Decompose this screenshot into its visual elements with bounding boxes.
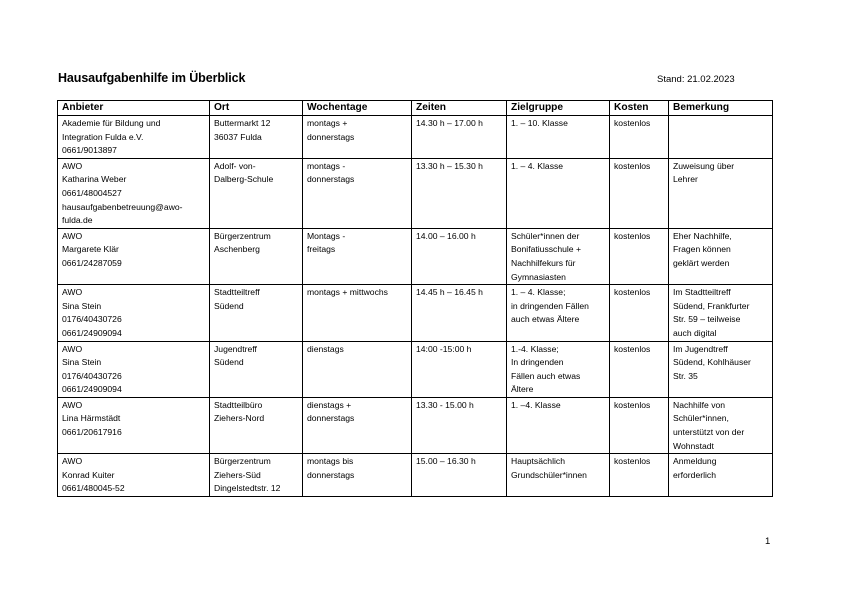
cell-zielgruppe: Hauptsächlich Grundschüler*innen	[507, 454, 610, 497]
cell-kosten: kostenlos	[610, 228, 669, 284]
cell-zeiten: 14.00 – 16.00 h	[412, 228, 507, 284]
table-row	[58, 397, 773, 453]
cell-zielgruppe: 1.-4. Klasse; In dringenden Fällen auch etwas Ältere	[507, 341, 610, 397]
header-ort: Ort	[210, 101, 303, 116]
cell-kosten: kostenlos	[610, 158, 669, 228]
cell-ort: Stadtteiltreff Südend	[210, 285, 303, 341]
cell-kosten: kostenlos	[610, 454, 669, 497]
cell-kosten: kostenlos	[610, 285, 669, 341]
table-row	[58, 454, 773, 497]
cell-wochentage: montags + donnerstags	[303, 116, 412, 159]
cell-bemerkung: Eher Nachhilfe, Fragen können geklärt werden	[669, 228, 773, 284]
cell-zeiten: 14:00 -15:00 h	[412, 341, 507, 397]
cell-zeiten: 13.30 - 15.00 h	[412, 397, 507, 453]
cell-wochentage: dienstags + donnerstags	[303, 397, 412, 453]
cell-zeiten: 13.30 h – 15.30 h	[412, 158, 507, 228]
header-anbieter: Anbieter	[58, 101, 210, 116]
cell-zeiten: 15.00 – 16.30 h	[412, 454, 507, 497]
cell-anbieter: AWO Lina Härmstädt 0661/20617916	[58, 397, 210, 453]
cell-ort: Adolf- von- Dalberg-Schule	[210, 158, 303, 228]
table-row	[58, 158, 773, 228]
cell-ort: Bürgerzentrum Ziehers-Süd Dingelstedtstr. 12	[210, 454, 303, 497]
cell-bemerkung: Zuweisung über Lehrer	[669, 158, 773, 228]
cell-anbieter: AWO Sina Stein 0176/40430726 0661/24909094	[58, 341, 210, 397]
table-row	[58, 341, 773, 397]
cell-zeiten: 14.45 h – 16.45 h	[412, 285, 507, 341]
cell-zielgruppe: 1. – 4. Klasse	[507, 158, 610, 228]
stand-date: Stand: 21.02.2023	[657, 74, 735, 85]
cell-kosten: kostenlos	[610, 116, 669, 159]
header-wochentage: Wochentage	[303, 101, 412, 116]
cell-bemerkung	[669, 116, 773, 159]
page-number: 1	[765, 536, 771, 547]
cell-anbieter: AWO Margarete Klär 0661/24287059	[58, 228, 210, 284]
cell-wochentage: montags + mittwochs	[303, 285, 412, 341]
cell-ort: Buttermarkt 12 36037 Fulda	[210, 116, 303, 159]
cell-bemerkung: Im Stadtteiltreff Südend, Frankfurter Str. 59 – teilweise auch digital	[669, 285, 773, 341]
table-row	[58, 116, 773, 159]
cell-ort: Bürgerzentrum Aschenberg	[210, 228, 303, 284]
cell-bemerkung: Anmeldung erforderlich	[669, 454, 773, 497]
cell-anbieter: AWO Sina Stein 0176/40430726 0661/24909094	[58, 285, 210, 341]
document-title: Hausaufgabenhilfe im Überblick	[58, 71, 246, 85]
cell-wochentage: montags - donnerstags	[303, 158, 412, 228]
table-header-row	[58, 101, 773, 116]
cell-bemerkung: Nachhilfe von Schüler*innen, unterstützt von der Wohnstadt	[669, 397, 773, 453]
cell-ort: Jugendtreff Südend	[210, 341, 303, 397]
cell-anbieter: AWO Katharina Weber 0661/48004527 hausaufgabenbetreuung@awo- fulda.de	[58, 158, 210, 228]
header-zeiten: Zeiten	[412, 101, 507, 116]
cell-zielgruppe: Schüler*innen der Bonifatiusschule + Nachhilfekurs für Gymnasiasten	[507, 228, 610, 284]
cell-anbieter: AWO Konrad Kuiter 0661/480045-52	[58, 454, 210, 497]
overview-table	[57, 100, 773, 497]
cell-wochentage: Montags - freitags	[303, 228, 412, 284]
header-bemerkung: Bemerkung	[669, 101, 773, 116]
cell-anbieter: Akademie für Bildung und Integration Fulda e.V. 0661/9013897	[58, 116, 210, 159]
cell-bemerkung: Im Jugendtreff Südend, Kohlhäuser Str. 35	[669, 341, 773, 397]
cell-zeiten: 14.30 h – 17.00 h	[412, 116, 507, 159]
cell-wochentage: dienstags	[303, 341, 412, 397]
header-kosten: Kosten	[610, 101, 669, 116]
cell-kosten: kostenlos	[610, 397, 669, 453]
table-row	[58, 285, 773, 341]
cell-kosten: kostenlos	[610, 341, 669, 397]
cell-zielgruppe: 1. – 10. Klasse	[507, 116, 610, 159]
cell-zielgruppe: 1. –4. Klasse	[507, 397, 610, 453]
table-row	[58, 228, 773, 284]
header-zielgruppe: Zielgruppe	[507, 101, 610, 116]
cell-zielgruppe: 1. – 4. Klasse; in dringenden Fällen auch etwas Ältere	[507, 285, 610, 341]
cell-wochentage: montags bis donnerstags	[303, 454, 412, 497]
cell-ort: Stadtteilbüro Ziehers-Nord	[210, 397, 303, 453]
